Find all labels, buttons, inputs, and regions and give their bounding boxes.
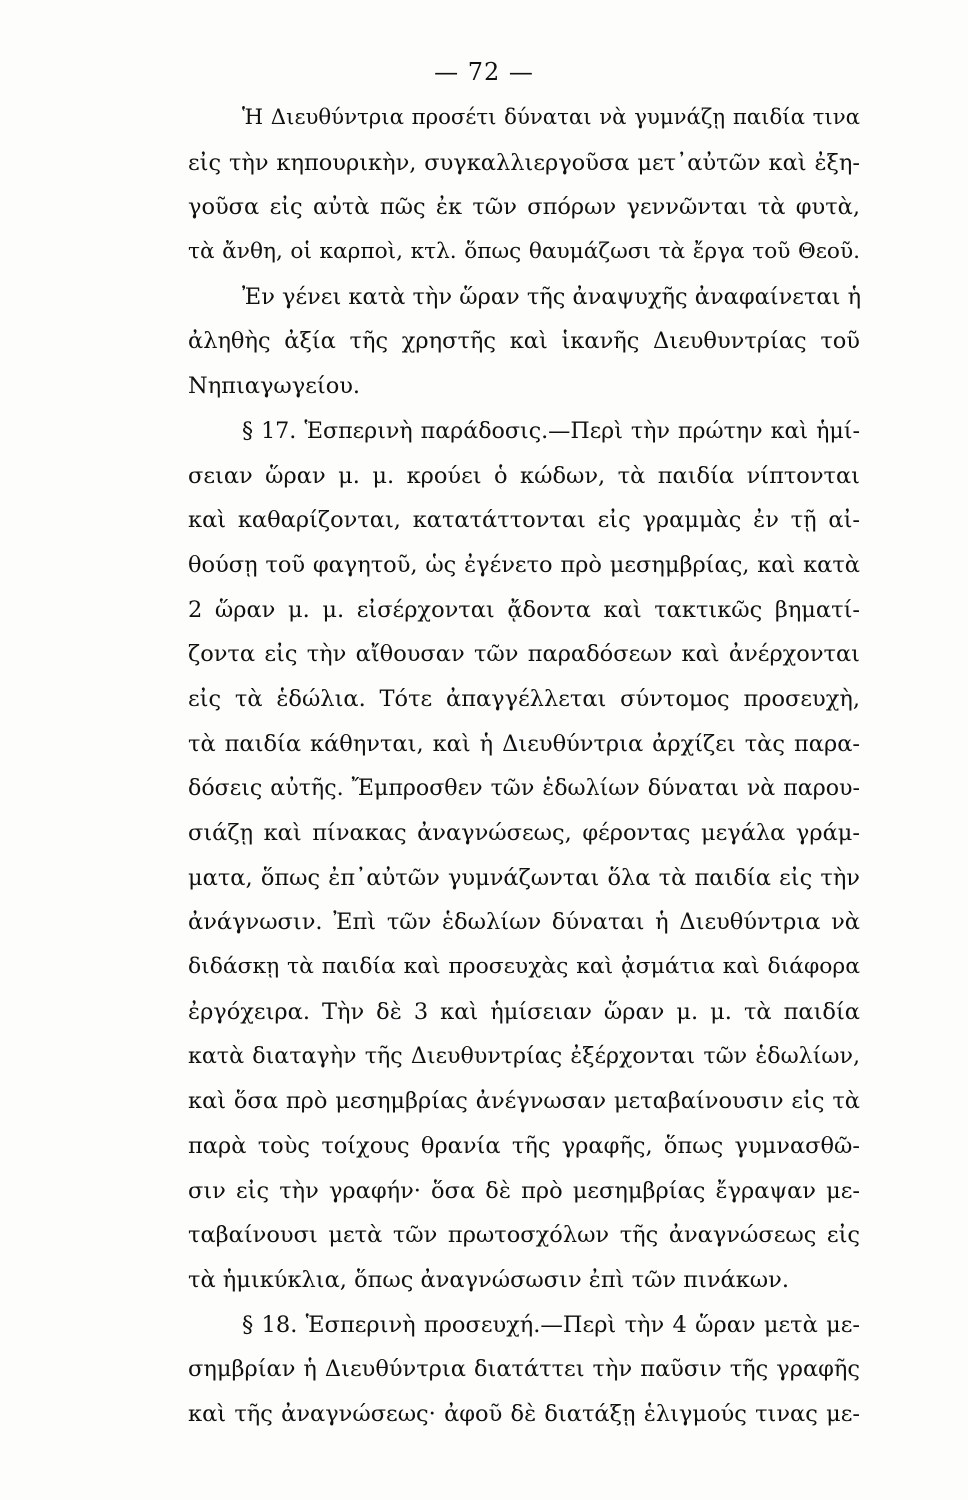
text-line: Νηπιαγωγείου. [188,373,361,400]
text-line: ἀνάγνωσιν. Ἐπὶ τῶν ἑδωλίων δύναται ἡ Διευθύντρια νὰ [188,909,860,936]
page-number: — 72 — [434,58,534,86]
text-line: θούσῃ τοῦ φαγητοῦ, ὡς ἐγένετο πρὸ μεσημβρίας, καὶ κατὰ [188,551,860,578]
text-line: δόσεις αὐτῆς. Ἔμπροσθεν τῶν ἑδωλίων δύναται νὰ παρου- [188,775,860,802]
text-line: διδάσκῃ τὰ παιδία καὶ προσευχὰς καὶ ᾀσμάτια καὶ διάφορα [188,954,860,980]
text-line: καὶ ὅσα πρὸ μεσημβρίας ἀνέγνωσαν μεταβαίνουσιν εἰς τὰ [188,1088,860,1115]
text-line: Ἡ Διευθύντρια προσέτι δύναται νὰ γυμνάζῃ παιδία τινα [242,105,860,130]
text-line: Ἐν γένει κατὰ τὴν ὥραν τῆς ἀναψυχῆς ἀναφαίνεται ἡ [242,283,862,310]
text-line: ἀληθὴς ἀξία τῆς χρηστῆς καὶ ἱκανῆς Διευθυντρίας τοῦ [188,328,860,355]
text-line: τὰ ἡμικύκλια, ὅπως ἀναγνώσωσιν ἐπὶ τῶν πινάκων. [188,1266,789,1293]
text-line: σιν εἰς τὴν γραφήν· ὅσα δὲ πρὸ μεσημβρίας ἔγραψαν με- [188,1177,860,1204]
text-line: γοῦσα εἰς αὐτὰ πῶς ἐκ τῶν σπόρων γεννῶνται τὰ φυτὰ, [188,194,860,221]
text-line: § 18. Ἑσπερινὴ προσευχή.—Περὶ τὴν 4 ὥραν μετὰ με- [242,1311,860,1338]
text-line: σειαν ὥραν μ. μ. κρούει ὁ κώδων, τὰ παιδία νίπτονται [188,462,860,489]
text-line: εἰς τὴν κηπουρικὴν, συγκαλλιεργοῦσα μετ᾽αὐτῶν καὶ ἐξη- [188,149,860,176]
text-line: σιάζῃ καὶ πίνακας ἀναγνώσεως, φέροντας μεγάλα γράμ- [188,820,860,846]
text-line: παρὰ τοὺς τοίχους θρανία τῆς γραφῆς, ὅπως γυμνασθῶ- [188,1132,860,1159]
text-line: καὶ τῆς ἀναγνώσεως· ἀφοῦ δὲ διατάξῃ ἑλιγμούς τινας με- [188,1400,860,1427]
text-line: ζοντα εἰς τὴν αἴθουσαν τῶν παραδόσεων καὶ ἀνέρχονται [188,641,860,668]
text-line: § 17. Ἑσπερινὴ παράδοσις.—Περὶ τὴν πρώτην καὶ ἡμί- [242,417,860,444]
body-text [188,96,860,1437]
text-line: σημβρίαν ἡ Διευθύντρια διατάττει τὴν παῦσιν τῆς γραφῆς [188,1356,860,1383]
text-line: ματα, ὅπως ἐπ᾽αὐτῶν γυμνάζωνται ὅλα τὰ παιδία εἰς τὴν [188,864,860,891]
text-line: κατὰ διαταγὴν τῆς Διευθυντρίας ἐξέρχονται τῶν ἑδωλίων, [188,1043,860,1070]
text-line: εἰς τὰ ἑδώλια. Τότε ἀπαγγέλλεται σύντομος προσευχὴ, [188,685,860,712]
text-line: καὶ καθαρίζονται, κατατάττονται εἰς γραμμὰς ἐν τῇ αἰ- [188,507,860,534]
text-line: ταβαίνουσι μετὰ τῶν πρωτοσχόλων τῆς ἀναγνώσεως εἰς [188,1222,860,1249]
text-line: τὰ ἄνθη, οἱ καρποὶ, κτλ. ὅπως θαυμάζωσι τὰ ἔργα τοῦ Θεοῦ. [188,239,860,265]
text-line: ἐργόχειρα. Τὴν δὲ 3 καὶ ἡμίσειαν ὥραν μ. μ. τὰ παιδία [188,998,860,1025]
text-line: 2 ὥραν μ. μ. εἰσέρχονται ᾄδοντα καὶ τακτικῶς βηματί- [188,596,860,623]
text-line: τὰ παιδία κάθηνται, καὶ ἡ Διευθύντρια ἀρχίζει τὰς παρα- [188,730,860,757]
